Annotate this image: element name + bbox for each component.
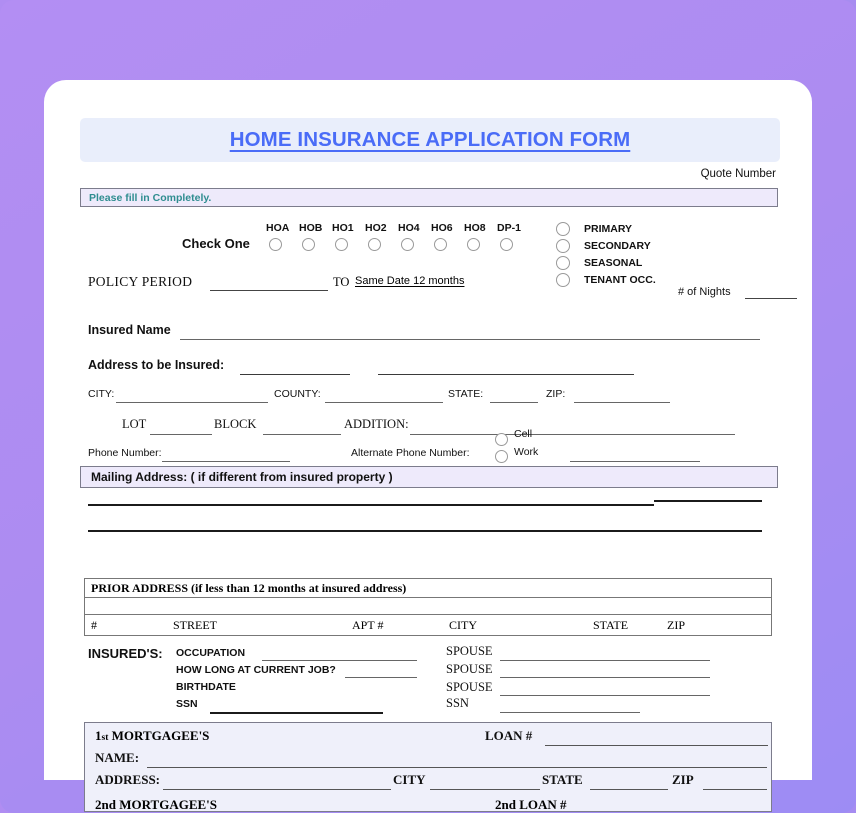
- insured-name-label: Insured Name: [88, 323, 171, 337]
- mortgagee-city-input[interactable]: [430, 789, 540, 790]
- policy-type-option[interactable]: [431, 222, 453, 254]
- insureds-section-title: INSURED'S:: [88, 646, 163, 661]
- ssn-label: SSN: [176, 698, 198, 710]
- mailing-address-line-1b[interactable]: [654, 500, 762, 502]
- block-label: BLOCK: [214, 417, 257, 431]
- radio-icon[interactable]: [401, 238, 414, 251]
- radio-icon[interactable]: [368, 238, 381, 251]
- prior-address-entry-row[interactable]: [85, 598, 771, 615]
- spouse-birthdate-label: SPOUSE: [446, 680, 493, 694]
- city-label: CITY:: [88, 388, 115, 400]
- first-mortgagee-title-text: MORTGAGEE'S: [108, 728, 210, 743]
- occupancy-label: TENANT OCC.: [584, 273, 656, 286]
- lot-input[interactable]: [150, 434, 212, 435]
- job-length-input[interactable]: [345, 677, 417, 678]
- nights-label: # of Nights: [678, 286, 731, 298]
- radio-icon[interactable]: [495, 433, 508, 446]
- fill-notice-text: Please fill in Completely.: [89, 191, 212, 204]
- second-mortgagee-ordinal-suffix: nd: [101, 797, 116, 812]
- occupancy-label: PRIMARY: [584, 222, 633, 235]
- mortgagee-address-label: ADDRESS:: [95, 772, 161, 787]
- spouse-ssn-input[interactable]: [500, 712, 640, 713]
- form-title-banner: [80, 118, 780, 162]
- mortgagee-address-input[interactable]: [163, 789, 391, 790]
- mortgagee-state-label: STATE: [542, 772, 583, 787]
- radio-icon[interactable]: [556, 273, 570, 287]
- addition-label: ADDITION:: [344, 417, 409, 431]
- occupancy-option[interactable]: [556, 271, 656, 288]
- insured-address-street-input[interactable]: [378, 374, 634, 375]
- check-one-label: Check One: [182, 236, 250, 251]
- policy-type-option[interactable]: [398, 222, 420, 254]
- city-input[interactable]: [116, 402, 268, 403]
- prior-address-header-row: [85, 579, 771, 598]
- birthdate-label: BIRTHDATE: [176, 681, 236, 693]
- policy-type-option[interactable]: [365, 222, 387, 254]
- mailing-address-header-text: Mailing Address: ( if different from insured property ): [91, 470, 393, 484]
- alt-phone-input[interactable]: [570, 461, 700, 462]
- prior-address-column-row: [85, 615, 771, 635]
- second-mortgagee-title: [95, 797, 217, 813]
- occupancy-option[interactable]: [556, 237, 656, 254]
- occupancy-option[interactable]: [556, 220, 656, 237]
- policy-period-to-value: Same Date 12 months: [355, 275, 465, 287]
- policy-type-option[interactable]: [299, 222, 323, 254]
- col-state: STATE: [593, 618, 629, 632]
- spouse-occupation-input[interactable]: [500, 660, 710, 661]
- second-mortgagee-ordinal: 2: [95, 797, 102, 812]
- policy-type-option[interactable]: [497, 222, 521, 254]
- radio-icon[interactable]: [500, 238, 513, 251]
- policy-period-to-label: TO: [333, 275, 350, 289]
- insured-name-input[interactable]: [180, 339, 760, 340]
- policy-type-option[interactable]: [464, 222, 486, 254]
- mailing-address-line-2[interactable]: [88, 530, 762, 532]
- work-label: Work: [514, 446, 539, 458]
- cell-label: Cell: [514, 428, 533, 440]
- policy-type-label: HO6: [431, 222, 453, 234]
- spouse-job-label: SPOUSE: [446, 662, 493, 676]
- county-input[interactable]: [325, 402, 443, 403]
- addition-input[interactable]: [410, 434, 735, 435]
- occupancy-label: SEASONAL: [584, 256, 643, 269]
- policy-period-label: POLICY PERIOD: [88, 274, 193, 289]
- policy-type-option[interactable]: [266, 222, 290, 254]
- second-loan-number-label: 2nd LOAN #: [495, 797, 567, 812]
- spouse-occupation-label: SPOUSE: [446, 644, 493, 658]
- mortgagee-city-label: CITY: [393, 772, 426, 787]
- lot-label: LOT: [122, 417, 147, 431]
- radio-icon[interactable]: [495, 450, 508, 463]
- policy-type-label: HO2: [365, 222, 387, 234]
- occupancy-label: SECONDARY: [584, 239, 651, 252]
- job-length-label: HOW LONG AT CURRENT JOB?: [176, 664, 336, 676]
- radio-icon[interactable]: [269, 238, 282, 251]
- first-mortgagee-title: [95, 728, 209, 744]
- col-zip: ZIP: [667, 618, 685, 632]
- ssn-input[interactable]: [210, 712, 383, 714]
- spouse-birthdate-input[interactable]: [500, 695, 710, 696]
- first-mortgagee-ordinal: 1: [95, 728, 102, 743]
- radio-icon[interactable]: [556, 256, 570, 270]
- loan-number-input[interactable]: [545, 745, 768, 746]
- col-apt: APT #: [352, 618, 384, 632]
- state-input[interactable]: [490, 402, 538, 403]
- radio-icon[interactable]: [467, 238, 480, 251]
- occupancy-option[interactable]: [556, 254, 656, 271]
- policy-period-start-input[interactable]: [210, 290, 328, 291]
- policy-type-option[interactable]: [332, 222, 354, 254]
- form-sheet: [80, 118, 780, 812]
- phone-label: Phone Number:: [88, 447, 162, 459]
- phone-input[interactable]: [162, 461, 290, 462]
- mortgagee-name-label: NAME:: [95, 750, 140, 765]
- first-mortgagee-box: [84, 722, 772, 812]
- policy-type-label: HO8: [464, 222, 486, 234]
- radio-icon[interactable]: [335, 238, 348, 251]
- radio-icon[interactable]: [556, 239, 570, 253]
- second-mortgagee-title-text: MORTGAGEE'S: [115, 797, 217, 812]
- col-city: CITY: [449, 618, 477, 632]
- col-number: #: [91, 618, 97, 632]
- block-input[interactable]: [263, 434, 341, 435]
- quote-number-label: Quote Number: [700, 168, 776, 180]
- insured-address-label: Address to be Insured:: [88, 358, 225, 372]
- policy-type-label: HO4: [398, 222, 420, 234]
- radio-icon[interactable]: [302, 238, 315, 251]
- zip-input[interactable]: [574, 402, 670, 403]
- radio-icon[interactable]: [556, 222, 570, 236]
- mailing-address-line-1a[interactable]: [88, 504, 654, 506]
- state-label: STATE:: [448, 388, 484, 400]
- policy-type-label: DP-1: [497, 222, 521, 234]
- mortgagee-name-input[interactable]: [147, 767, 767, 768]
- radio-icon[interactable]: [434, 238, 447, 251]
- policy-type-label: HO1: [332, 222, 354, 234]
- page-title: HOME INSURANCE APPLICATION FORM: [229, 128, 631, 151]
- county-label: COUNTY:: [274, 388, 321, 400]
- occupation-label: OCCUPATION: [176, 647, 246, 659]
- spouse-job-input[interactable]: [500, 677, 710, 678]
- policy-type-label: HOA: [266, 222, 290, 234]
- policy-type-label: HOB: [299, 222, 323, 234]
- document-card: [44, 80, 812, 812]
- occupation-input[interactable]: [262, 660, 417, 661]
- mortgagee-zip-input[interactable]: [703, 789, 767, 790]
- insured-address-number-input[interactable]: [240, 374, 350, 375]
- mailing-address-header: [80, 466, 778, 488]
- fill-notice-bar: [80, 188, 778, 207]
- mortgagee-zip-label: ZIP: [672, 772, 694, 787]
- occupancy-options: [556, 220, 656, 288]
- prior-address-table: [84, 578, 772, 636]
- prior-address-header-text: PRIOR ADDRESS (if less than 12 months at insured address): [91, 580, 407, 595]
- nights-input-line[interactable]: [745, 298, 797, 299]
- col-street: STREET: [173, 618, 217, 632]
- alt-phone-label: Alternate Phone Number:: [351, 447, 470, 459]
- loan-number-label: LOAN #: [485, 728, 533, 743]
- zip-label: ZIP:: [546, 388, 566, 400]
- mortgagee-state-input[interactable]: [590, 789, 668, 790]
- spouse-ssn-label: SSN: [446, 696, 469, 710]
- policy-type-options: [266, 222, 521, 254]
- first-mortgagee-ordinal-suffix: st: [101, 733, 109, 743]
